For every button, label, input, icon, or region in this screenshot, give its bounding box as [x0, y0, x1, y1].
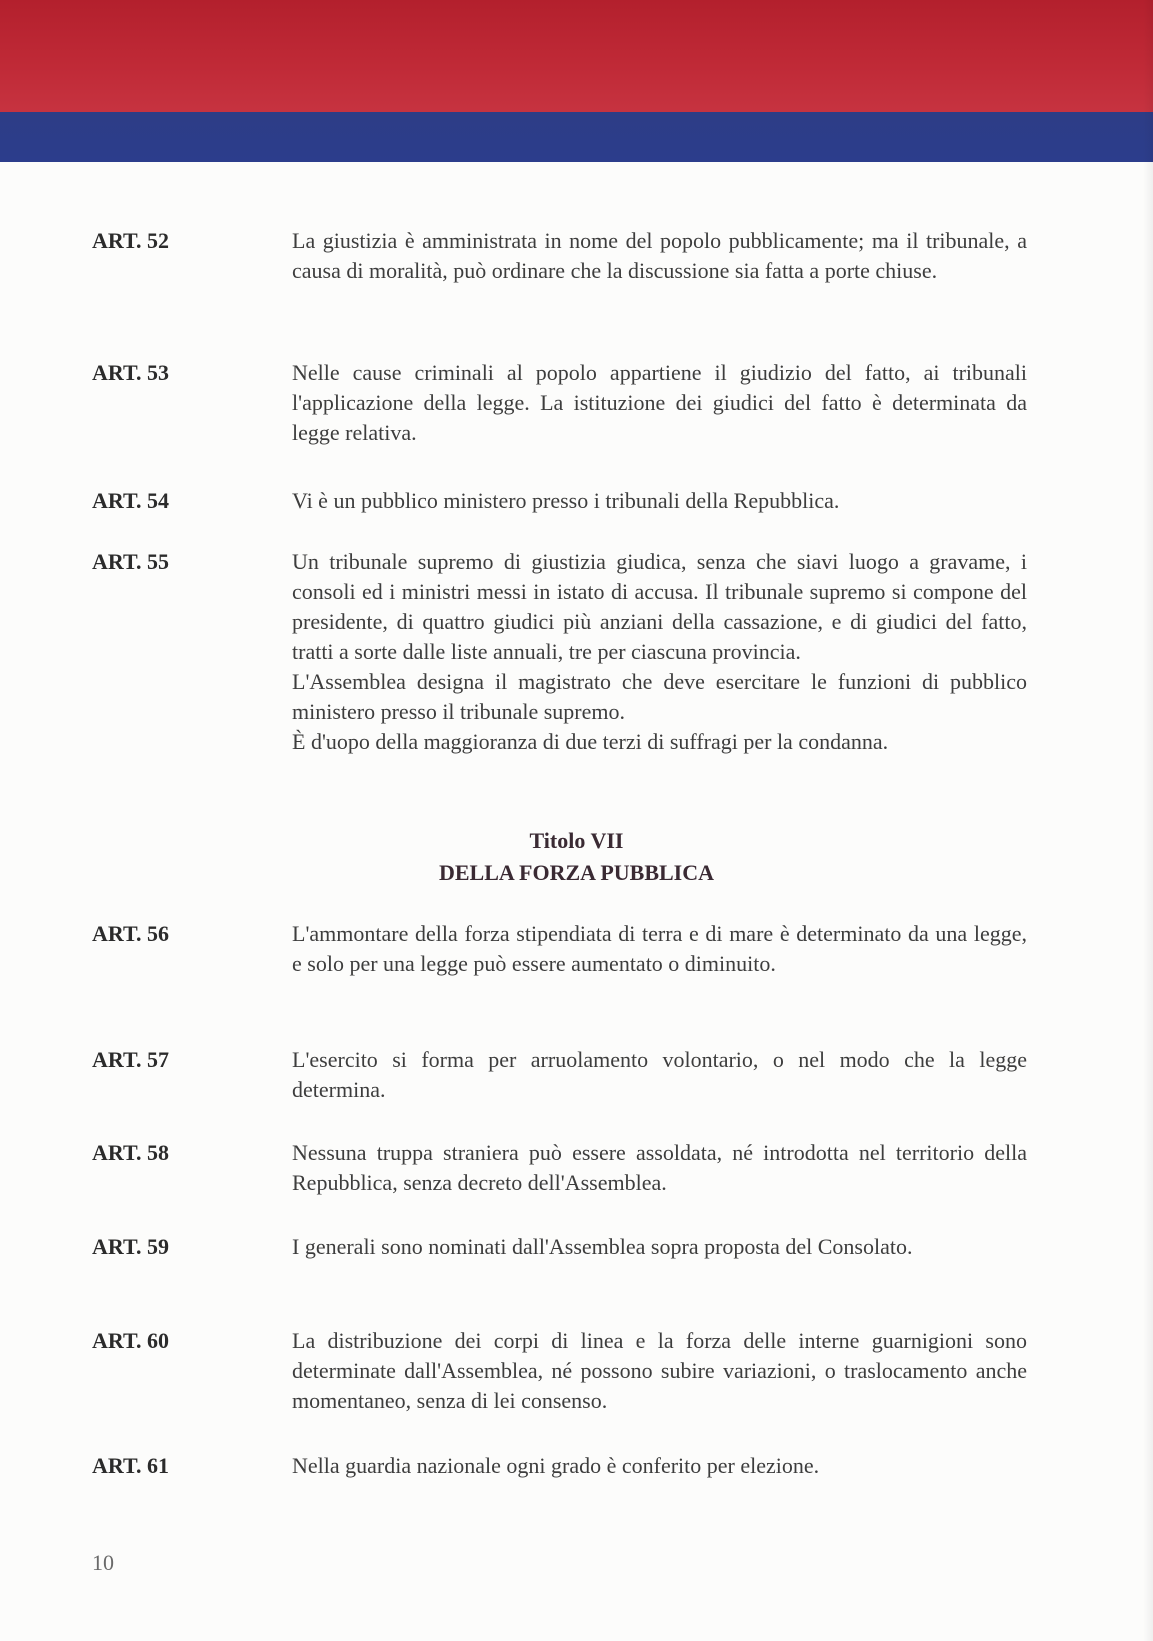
article-paragraph: È d'uopo della maggioranza di due terzi di suffragi per la condanna. — [292, 729, 889, 754]
article-paragraph: L'ammontare della forza stipendiata di terra e di mare è determinato da una legge, e solo per una legge può essere aumentato o diminuito. — [292, 921, 1027, 976]
article-paragraph: Nelle cause criminali al popolo appartiene il giudizio del fatto, ai tribunali l'applicazione della legge. La istituzione dei giudici del fatto è determinata da legge relativa. — [292, 360, 1027, 445]
article-number: ART. 57 — [92, 1047, 170, 1072]
article-number: ART. 53 — [92, 360, 170, 385]
article-text — [292, 1045, 1027, 1105]
article-number: ART. 58 — [92, 1140, 170, 1165]
article-text — [292, 358, 1027, 448]
article-text — [292, 1326, 1027, 1416]
article-paragraph: La distribuzione dei corpi di linea e la forza delle interne guarnigioni sono determinate dall'Assemblea, né possono subire variazioni, o traslocamento anche momentaneo, senza di lei consenso. — [292, 1328, 1027, 1413]
article-number: ART. 61 — [92, 1453, 170, 1478]
article-paragraph: Nessuna truppa straniera può essere assoldata, né introdotta nel territorio della Repubblica, senza decreto dell'Assemblea. — [292, 1140, 1027, 1195]
article-number: ART. 55 — [92, 549, 170, 574]
article-number: ART. 56 — [92, 921, 170, 946]
article-paragraph: I generali sono nominati dall'Assemblea sopra proposta del Consolato. — [292, 1234, 913, 1259]
article-paragraph: Vi è un pubblico ministero presso i tribunali della Repubblica. — [292, 488, 840, 513]
article-paragraph: L'esercito si forma per arruolamento volontario, o nel modo che la legge determina. — [292, 1047, 1027, 1102]
page-edge-shadow — [1143, 0, 1153, 1641]
article-text — [292, 1138, 1027, 1198]
article-paragraph: La giustizia è amministrata in nome del popolo pubblicamente; ma il tribunale, a causa di moralità, può ordinare che la discussione sia fatta a porte chiuse. — [292, 228, 1027, 283]
article-number: ART. 59 — [92, 1234, 170, 1259]
article-text — [292, 547, 1027, 757]
section-title-line-2: DELLA FORZA PUBBLICA — [438, 860, 715, 885]
section-title — [0, 825, 1153, 889]
article-text — [292, 486, 1027, 516]
header-red-band — [0, 0, 1153, 112]
article-text — [292, 226, 1027, 286]
article-paragraph: L'Assemblea designa il magistrato che deve esercitare le funzioni di pubblico ministero presso il tribunale supremo. — [292, 669, 1027, 724]
article-text — [292, 1232, 1027, 1262]
page-number: 10 — [92, 1550, 114, 1575]
article-text — [292, 919, 1027, 979]
header-blue-band — [0, 112, 1153, 162]
article-number: ART. 54 — [92, 488, 170, 513]
article-number: ART. 60 — [92, 1328, 170, 1353]
article-number: ART. 52 — [92, 228, 170, 253]
section-title-line-1: Titolo VII — [529, 828, 624, 853]
article-paragraph: Nella guardia nazionale ogni grado è conferito per elezione. — [292, 1453, 820, 1478]
article-text — [292, 1451, 1027, 1481]
article-paragraph: Un tribunale supremo di giustizia giudica, senza che siavi luogo a gravame, i consoli ed i ministri messi in istato di accusa. Il tribunale supremo si compone del presidente, di quattro giudici più anziani della cassazione, e di giudici del fatto, tratti a sorte dalle liste annuali, tre per ciascuna provincia. — [292, 549, 1027, 664]
